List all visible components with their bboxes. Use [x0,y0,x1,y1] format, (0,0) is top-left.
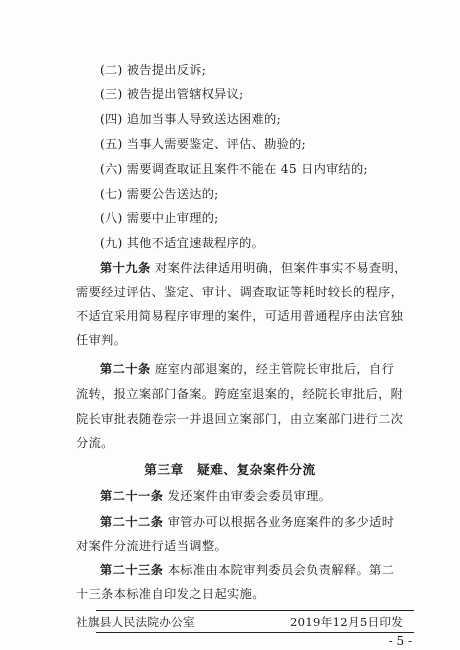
article-21-line-1 [100,488,331,504]
article-19-label: 第十九条 [100,261,151,275]
article-20-line-4: 分流。 [76,436,114,450]
list-item: (九) 其他不适宜速裁程序的。 [100,236,265,250]
article-20-line-3: 院长审批表随卷宗一并退回立案部门，由立案部门进行二次 [76,412,404,426]
list-item: (五) 当事人需要鉴定、评估、勘验的; [100,137,307,151]
article-19-text: 对案件法律适用明确，但案件事实不易查明， [155,261,407,275]
article-23-text: 本标准由本院审判委员会负责解释。第二 [167,563,395,577]
list-item: (四) 追加当事人导致送达困难的; [100,112,282,126]
article-23-line-2: 十三条本标准自印发之日起实施。 [76,587,265,601]
article-19-line-3: 不适宜采用简易程序审理的案件，可适用普通程序由法官独 [76,309,404,323]
article-22-line-1 [100,514,394,530]
article-20-line-1 [100,361,394,377]
list-item: (八) 需要中止审理的; [100,211,219,225]
article-21-label: 第二十一条 [100,489,164,503]
article-23-line-1 [100,562,394,578]
issue-date: 2019年12月5日印发 [290,615,404,629]
footer-bottom-rule [96,632,414,633]
article-20-text: 庭室内部退案的，经主管院长审批后，自行 [155,362,395,376]
issuing-office: 社旗县人民法院办公室 [76,615,195,629]
article-19-line-2: 需要经过评估、鉴定、审计、调查取证等耗时较长的程序， [76,285,404,299]
article-22-label: 第二十二条 [100,515,164,529]
article-22-line-2: 对案件分流进行适当调整。 [76,539,228,553]
article-21-text: 发还案件由审委会委员审理。 [167,489,332,503]
article-19-line-1 [100,260,407,276]
page-number: - 5 - [388,634,412,648]
footer-top-rule [96,610,414,611]
list-item: (七) 需要公告送达的; [100,187,219,201]
article-19-line-4: 任审判。 [76,333,127,347]
list-item: (二) 被告提出反诉; [100,63,207,77]
article-22-text: 审管办可以根据各业务庭案件的多少适时 [167,515,395,529]
article-23-label: 第二十三条 [100,563,164,577]
list-item: (三) 被告提出管辖权异议; [100,87,244,101]
article-20-label: 第二十条 [100,362,151,376]
article-20-line-2: 流转，报立案部门备案。跨庭室退案的，经院长审批后，附 [76,387,404,401]
list-item: (六) 需要调查取证且案件不能在 45 日内审结的; [100,162,368,176]
chapter-title: 第三章 疑难、复杂案件分流 [144,462,316,477]
